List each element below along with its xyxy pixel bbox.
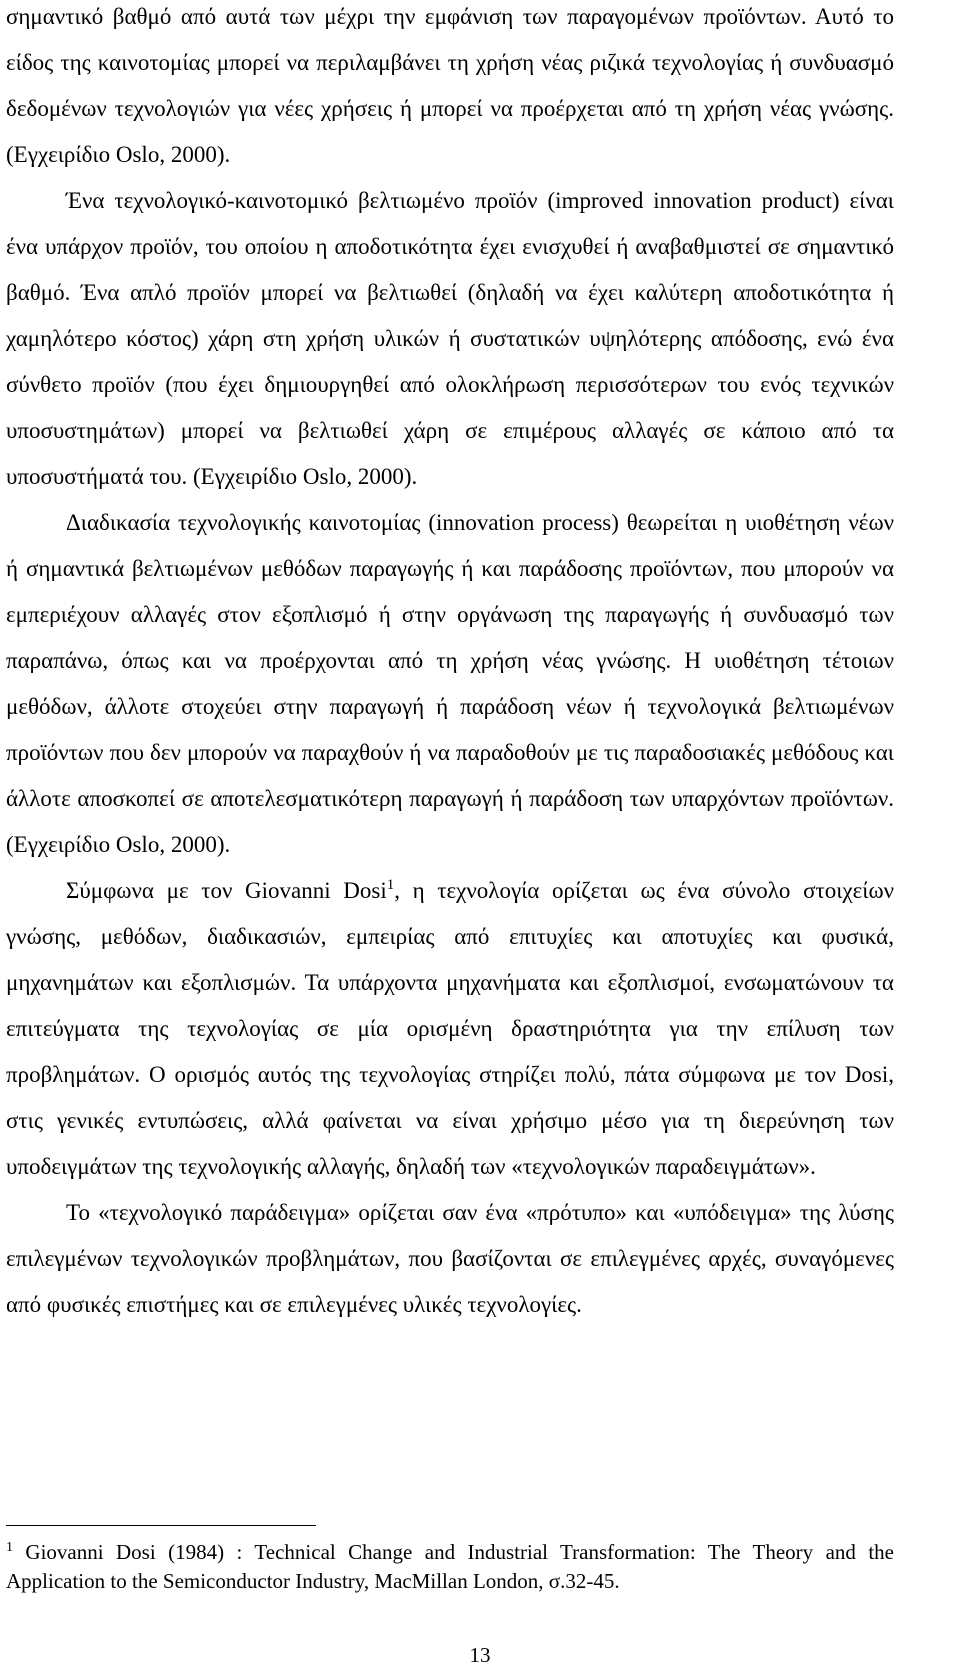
paragraph-1: σημαντικό βαθμό από αυτά των μέχρι την εμφάνιση των παραγομένων προϊόντων. Αυτό το είδος της καινοτομίας μπορεί να περιλαμβάνει τη χρήση νέας ριζικά τεχνολογίας ή συνδυασμό δεδομένων τεχνολογιών για νέες χρήσεις ή μπορεί να προέρχεται από τη χρήση νέας γνώσης. (Εγχειρίδιο Oslo, 2000). — [6, 4, 894, 167]
footnote — [6, 1538, 894, 1596]
paragraph-4 — [6, 868, 894, 1190]
paragraph-4-lead: Σύμφωνα με τον Giovanni Dosi — [66, 878, 387, 903]
paragraph-2: Ένα τεχνολογικό-καινοτομικό βελτιωμένο προϊόν (improved innovation product) είναι ένα υπάρχον προϊόν, του οποίου η αποδοτικότητα έχει ενισχυθεί ή αναβαθμιστεί σε σημαντικό βαθμό. Ένα απλό προϊόν μπορεί να βελτιωθεί (δηλαδή να έχει καλύτερη αποδοτικότητα ή χαμηλότερο κόστος) χάρη στη χρήση υλικών ή συστατικών υψηλότερης απόδοσης, ενώ ένα σύνθετο προϊόν (που έχει δημιουργηθεί από ολοκλήρωση περισσότερων του ενός τεχνικών υποσυστημάτων) μπορεί να βελτιωθεί χάρη σε επιμέρους αλλαγές σε κάποιο από τα υποσυστήματά του. (Εγχειρίδιο Oslo, 2000). — [6, 188, 894, 489]
footnote-reference: 1 — [386, 877, 395, 893]
footnote-separator — [6, 1525, 316, 1526]
paragraph-5: Το «τεχνολογικό παράδειγμα» ορίζεται σαν ένα «πρότυπο» και «υπόδειγμα» της λύσης επιλεγμένων τεχνολογικών προβλημάτων, που βασίζονται σε επιλεγμένες αρχές, συναγόμενες από φυσικές επιστήμες και σε επιλεγμένες υλικές τεχνολογίες. — [6, 1200, 894, 1317]
paragraph-4-rest: , η τεχνολογία ορίζεται ως ένα σύνολο στοιχείων γνώσης, μεθόδων, διαδικασιών, εμπειρίας από επιτυχίες και αποτυχίες και φυσικά, μηχανημάτων και εξοπλισμών. Τα υπάρχοντα μηχανήματα και εξοπλισμοί, ενσωματώνουν τα επιτεύγματα της τεχνολογίας σε μία ορισμένη δραστηριότητα για την επίλυση των προβλημάτων. Ο ορισμός αυτός της τεχνολογίας στηρίζει πολύ, πάτα σύμφωνα με τον Dosi, στις γενικές εντυπώσεις, αλλά φαίνεται να είναι χρήσιμο μέσο για τη διερεύνηση των υποδειγμάτων της τεχνολογικής αλλαγής, δηλαδή των «τεχνολογικών παραδειγμάτων». — [6, 878, 894, 1179]
paragraph-3: Διαδικασία τεχνολογικής καινοτομίας (innovation process) θεωρείται η υιοθέτηση νέων ή σημαντικά βελτιωμένων μεθόδων παραγωγής ή και παράδοσης προϊόντων, που μπορούν να εμπεριέχουν αλλαγές στον εξοπλισμό ή στην οργάνωση της παραγωγής ή συνδυασμό των παραπάνω, όπως και να προέρχονται από τη χρήση νέας γνώσης. Η υιοθέτηση τέτοιων μεθόδων, άλλοτε στοχεύει στην παραγωγή ή παράδοση νέων ή τεχνολογικά βελτιωμένων προϊόντων που δεν μπορούν να παραχθούν ή να παραδοθούν με τις παραδοσιακές μεθόδους και άλλοτε αποσκοπεί σε αποτελεσματικότερη παραγωγή ή παράδοση των υπαρχόντων προϊόντων. (Εγχειρίδιο Oslo, 2000). — [6, 510, 894, 857]
page-body — [6, 0, 894, 1328]
footnote-marker: 1 — [6, 1540, 13, 1555]
page-number: 13 — [469, 1643, 491, 1667]
footnote-text: Giovanni Dosi (1984) : Technical Change and Industrial Transformation: The Theory and the Application to the Semiconductor Industry, MacMillan London, σ.32-45. — [6, 1540, 894, 1593]
